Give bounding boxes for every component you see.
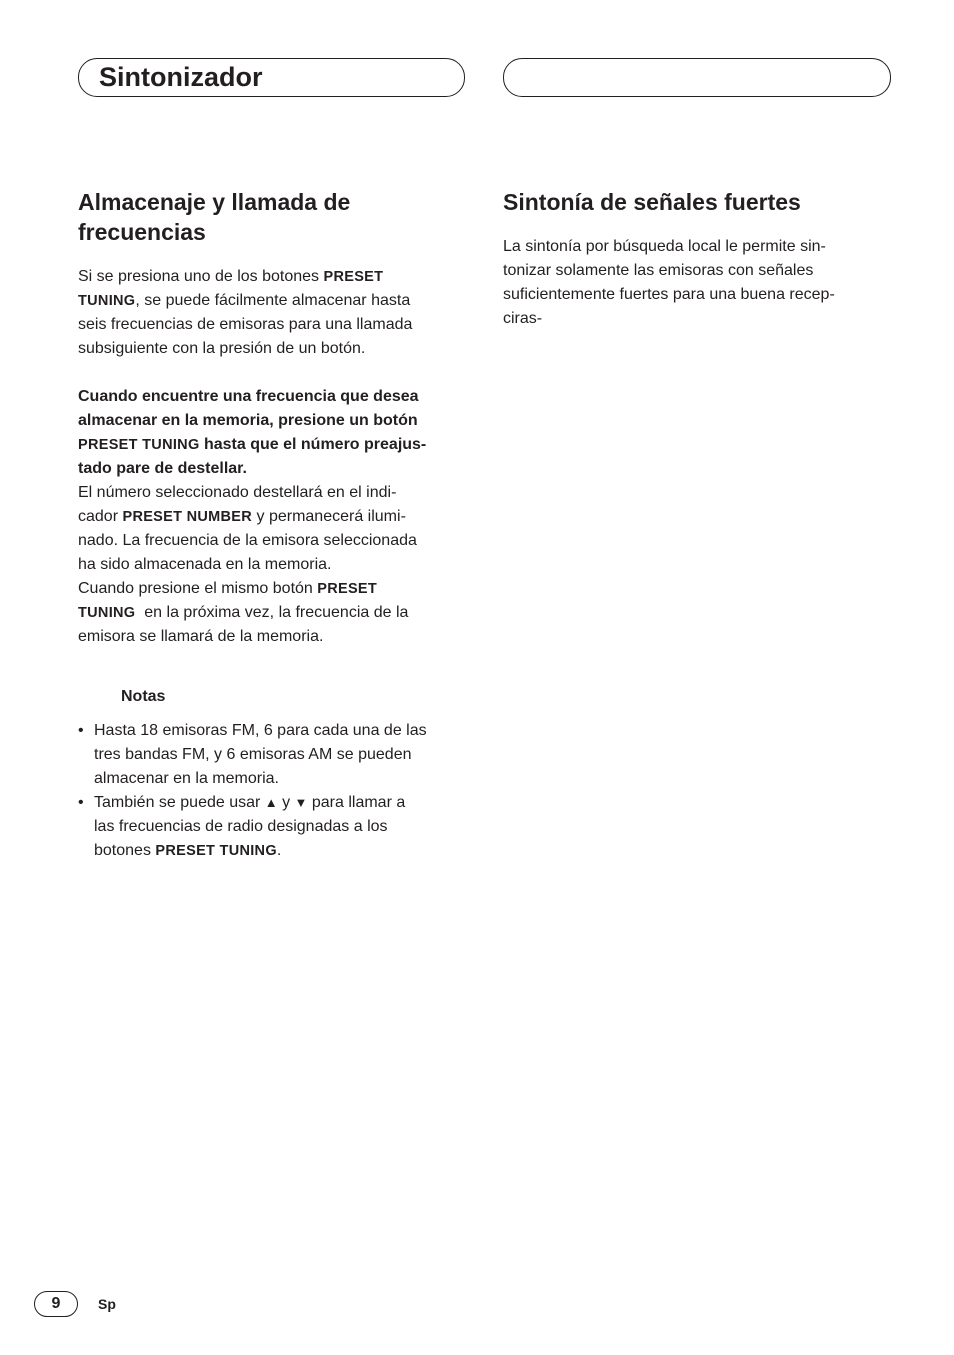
result-text: y permanecerá ilumi- [252,508,406,525]
step-instruction [78,385,426,481]
right-paragraph [503,235,835,331]
preset-label: PRESET [323,269,384,285]
result-paragraph [78,481,417,649]
recall-text: emisora se llamará de la memoria. [78,628,324,645]
note-item [78,719,468,791]
intro-text: Si se presiona uno de los botones [78,268,324,285]
right-text: tonizar solamente las emisoras con señales [503,262,814,279]
note-text: las frecuencias de radio designadas a los [94,818,388,835]
note-item [78,791,468,863]
preset-number-label: PRESET NUMBER [122,509,253,525]
preset-tuning-label: PRESET TUNING [155,843,277,859]
intro-text: seis frecuencias de emisoras para una llamada [78,316,413,333]
section-title: Sintonizador [99,62,263,92]
right-heading: Sintonía de señales fuertes [503,189,801,215]
note-text: tres bandas FM, y 6 emisoras AM se pueden [94,746,412,763]
preset-tuning-label: PRESET TUNING [78,437,200,453]
right-text: La sintonía por búsqueda local le permite sin- [503,238,826,255]
step-text: hasta que el número preajus- [199,436,427,453]
left-heading-line1: Almacenaje y llamada de [78,189,351,215]
section-header-pill [78,58,465,97]
right-text: suficientemente fuertes para una buena recep- [503,286,835,303]
result-text: nado. La frecuencia de la emisora seleccionada [78,532,417,549]
result-text: El número seleccionado destellará en el indi- [78,484,397,501]
page-number: 9 [34,1291,78,1317]
result-text: ha sido almacenada en la memoria. [78,556,332,573]
bullet: • [78,722,84,739]
notes-title: Notas [121,688,166,705]
note-text: almacenar en la memoria. [94,770,279,787]
intro-text: , se puede fácilmente almacenar hasta [135,292,411,309]
step-text: tado pare de destellar. [78,460,247,477]
note-text: para llamar a [307,794,406,811]
note-text: . [276,842,282,859]
result-text: cador [78,508,123,525]
tuning-label: TUNING [78,293,136,309]
right-text: ciras- [503,310,543,327]
empty-header-pill [503,58,891,97]
intro-text: subsiguiente con la presión de un botón. [78,340,366,357]
recall-text: Cuando presione el mismo botón [78,580,318,597]
preset-label: PRESET [317,581,378,597]
up-arrow-icon: ▲ [264,795,278,810]
down-arrow-icon: ▼ [294,795,308,810]
step-text: Cuando encuentre una frecuencia que desea [78,388,419,405]
left-heading [78,187,350,247]
language-code: Sp [98,1296,116,1312]
note-text: y [277,794,295,811]
bullet: • [78,794,84,811]
intro-paragraph [78,265,412,361]
tuning-label: TUNING [78,605,136,621]
step-text: almacenar en la memoria, presione un botón [78,412,418,429]
notes-list [78,719,468,863]
left-heading-line2: frecuencias [78,219,206,245]
note-text: También se puede usar [94,794,265,811]
note-text: Hasta 18 emisoras FM, 6 para cada una de las [94,722,427,739]
recall-text: en la próxima vez, la frecuencia de la [135,604,409,621]
note-text: botones [94,842,156,859]
